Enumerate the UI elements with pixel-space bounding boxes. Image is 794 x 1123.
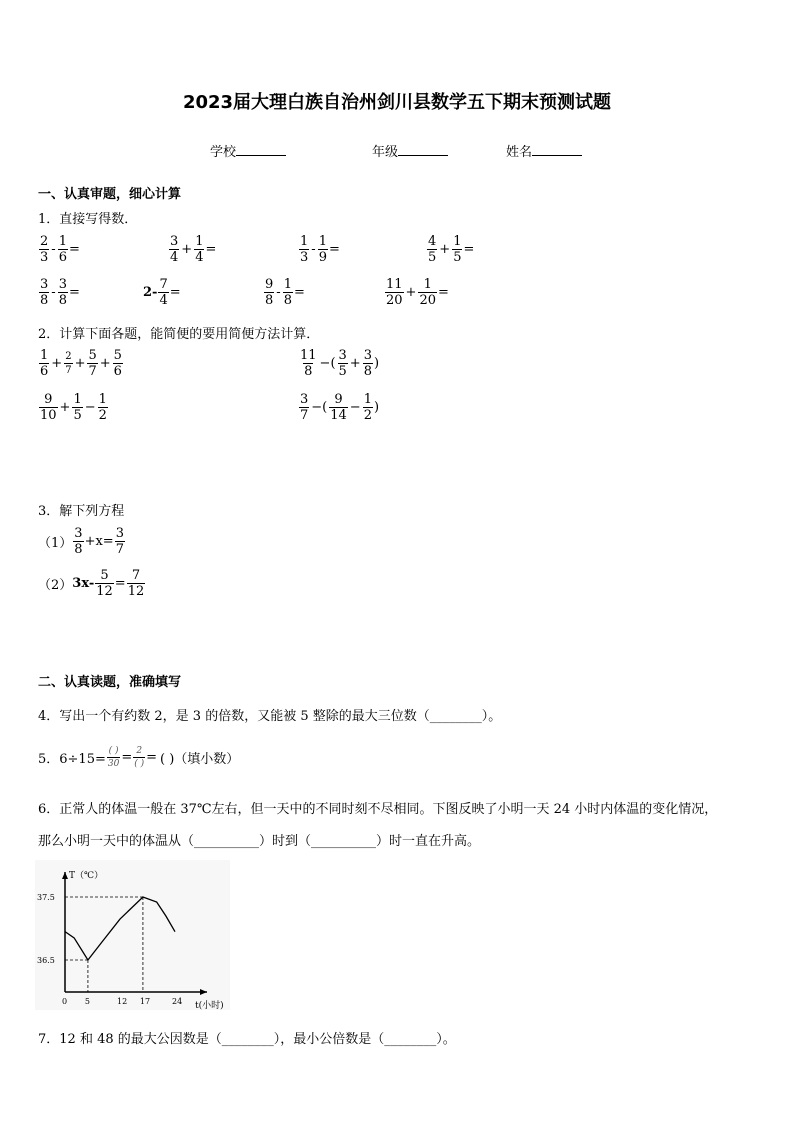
grade-blank[interactable] <box>398 143 448 156</box>
x-tick-label: 24 <box>172 997 183 1006</box>
q3-equation-1: （1） $\frac{3}{8}$ +x= $\frac{3}{7}$ <box>38 526 124 557</box>
x-tick-label: 0 <box>62 997 68 1006</box>
school-blank[interactable] <box>236 143 286 156</box>
q1-expr-1: $\frac{2}{3}$ - $\frac{1}{6}$ = <box>40 234 80 265</box>
question-7: 7．12 和 48 的最大公因数是（________），最小公倍数是（________）。 <box>38 1032 456 1047</box>
eq1-label: （1） <box>38 536 73 551</box>
question-3: 3．解下列方程 <box>38 504 125 519</box>
q5-suffix: ( )（填小数） <box>160 752 240 767</box>
page-title: 2023届大理白族自治州剑川县数学五下期末预测试题 <box>182 92 612 113</box>
q5-prefix: 5．6÷15= <box>38 752 106 767</box>
x-tick-label: 5 <box>84 997 91 1006</box>
x-tick-label: 17 <box>139 997 151 1006</box>
question-5: 5．6÷15= $\frac{( )}{30}$ = $\frac{2}{( )}$ = ( )（填小数） <box>38 746 240 769</box>
q1-expr-6: 2- $\frac{7}{4}$ = <box>143 277 181 308</box>
section2-heading: 二、认真读题，准确填写 <box>38 675 182 690</box>
school-field <box>210 141 286 160</box>
q2-expr-2: $\frac{11}{8}$ −( $\frac{3}{5}$ + $\frac{3}{8}$ ) <box>300 348 380 379</box>
school-label: 学校 <box>210 145 237 160</box>
y-tick-label: 37.5 <box>37 893 55 902</box>
grade-field <box>372 141 448 160</box>
q2-expr-3: $\frac{9}{10}$ + $\frac{1}{5}$ − $\frac{1}{2}$ <box>40 392 107 423</box>
question-1: 1．直接写得数． <box>38 212 138 227</box>
q1-expr-5: $\frac{3}{8}$ - $\frac{3}{8}$ = <box>40 277 80 308</box>
q1-expr-4: $\frac{4}{5}$ + $\frac{1}{5}$ = <box>428 234 475 265</box>
x-tick-label: 12 <box>117 997 128 1006</box>
name-blank[interactable] <box>532 143 582 156</box>
question-4: 4．写出一个有约数 2，是 3 的倍数，又能被 5 整除的最大三位数（________）。 <box>38 709 502 724</box>
q1-expr-2: $\frac{3}{4}$ + $\frac{1}{4}$ = <box>170 234 217 265</box>
q2-expr-4: $\frac{3}{7}$ −( $\frac{9}{14}$ − $\frac{1}{2}$ ) <box>300 392 380 423</box>
temperature-chart <box>35 860 230 1010</box>
q2-expr-1: $\frac{1}{6}$ + $\frac{2}{7}$ + $\frac{5}{7}$ + $\frac{5}{6}$ <box>40 348 122 379</box>
eq2-label: （2） <box>38 578 73 593</box>
question-6-line2: 那么小明一天中的体温从（__________）时到（__________）时一直在升高。 <box>38 834 481 849</box>
q1-expr-8: $\frac{11}{20}$ + $\frac{1}{20}$ = <box>386 277 449 308</box>
q1-expr-3: $\frac{1}{3}$ - $\frac{1}{9}$ = <box>300 234 340 265</box>
name-field <box>506 141 582 160</box>
question-2: 2．计算下面各题，能简便的要用简便方法计算． <box>38 327 320 342</box>
x-axis-label: t(小时) <box>195 1001 224 1010</box>
q1-expr-7: $\frac{9}{8}$ - $\frac{1}{8}$ = <box>265 277 305 308</box>
y-axis-label: T（℃） <box>69 871 104 881</box>
y-tick-label: 36.5 <box>37 956 55 965</box>
grade-label: 年级 <box>372 145 399 160</box>
section1-heading: 一、认真审题，细心计算 <box>38 187 182 202</box>
name-label: 姓名 <box>506 145 533 160</box>
question-6-line1: 6．正常人的体温一般在 37℃左右，但一天中的不同时刻不尽相同。下图反映了小明一天 24 小时内体温的变化情况， <box>38 802 718 817</box>
q3-equation-2: （2） 3x- $\frac{5}{12}$ = $\frac{7}{12}$ <box>38 568 145 599</box>
